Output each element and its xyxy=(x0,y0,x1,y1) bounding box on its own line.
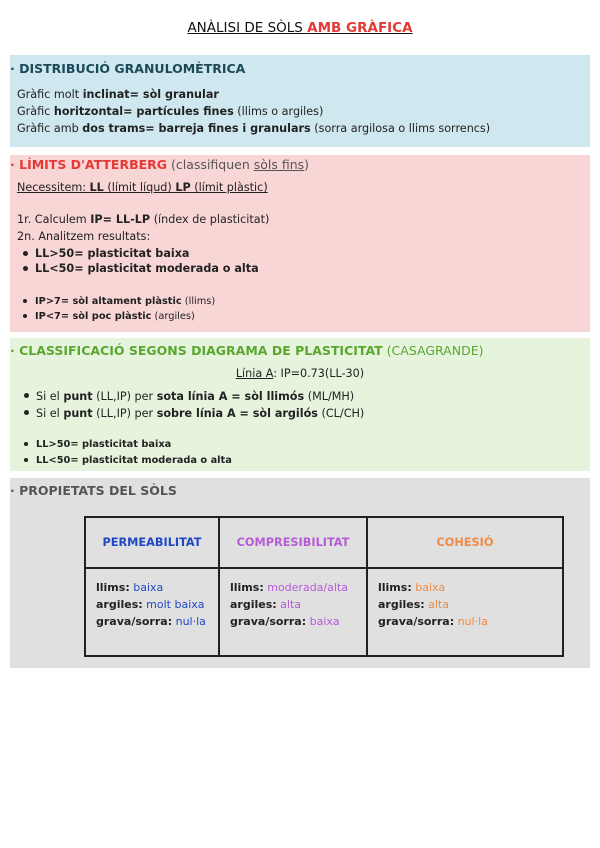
cell-permeabilitat: llims: baixa argiles: molt baixa grava/sorra: nul·la xyxy=(85,568,219,656)
granulometric-line-3: Gràfic amb dos trams= barreja fines i granulars (sorra argilosa o llims sorrencs) xyxy=(17,122,491,135)
casagrande-section xyxy=(10,338,590,471)
list-item: IP>7= sòl altament plàstic (llims) xyxy=(20,294,215,309)
casagrande-title: · CLASSIFICACIÓ SEGONS DIAGRAMA DE PLASTICITAT (CASAGRANDE) xyxy=(10,343,484,358)
header-cohesio: COHESIÓ xyxy=(367,517,563,568)
header-compresibilitat: COMPRESIBILITAT xyxy=(219,517,367,568)
list-item: IP<7= sòl poc plàstic (argiles) xyxy=(20,309,215,324)
list-item: LL<50= plasticitat moderada o alta xyxy=(21,453,232,469)
cell-compresibilitat: llims: moderada/alta argiles: alta grava/sorra: baixa xyxy=(219,568,367,656)
granulometric-section xyxy=(10,55,590,147)
casagrande-point-list xyxy=(21,388,364,422)
cell-cohesio: llims: baixa argiles: alta grava/sorra: nul·la xyxy=(367,568,563,656)
list-item: LL>50= plasticitat baixa xyxy=(21,437,232,453)
properties-title: · PROPIETATS DEL SÒLS xyxy=(10,483,177,498)
linia-a-equation: Línia A: IP=0.73(LL-30) xyxy=(235,367,365,380)
properties-table xyxy=(84,516,564,657)
atterberg-step-2: 2n. Analitzem resultats: xyxy=(17,230,151,243)
atterberg-need-line: Necessitem: LL (límit líqud) LP (límit plàstic) xyxy=(17,181,268,194)
table-header-row xyxy=(85,517,563,568)
table-row xyxy=(85,568,563,656)
atterberg-title: · LÍMITS D'ATTERBERG (classifiquen sòls fins) xyxy=(10,157,310,172)
page-title-accent: AMB GRÀFICA xyxy=(307,20,413,36)
properties-section xyxy=(10,478,590,668)
list-item: LL>50= plasticitat baixa xyxy=(20,246,259,261)
header-permeabilitat: PERMEABILITAT xyxy=(85,517,219,568)
atterberg-ll-list xyxy=(20,246,259,276)
granulometric-title: · DISTRIBUCIÓ GRANULOMÈTRICA xyxy=(10,61,246,76)
granulometric-line-2: Gràfic horitzontal= partícules fines (llims o argiles) xyxy=(17,105,324,118)
list-item: LL<50= plasticitat moderada o alta xyxy=(20,261,259,276)
atterberg-section xyxy=(10,155,590,332)
page-title-main: ANÀLISI DE SÒLS xyxy=(187,20,308,36)
granulometric-line-1: Gràfic molt inclinat= sòl granular xyxy=(17,88,219,101)
atterberg-step-1: 1r. Calculem IP= LL-LP (índex de plasticitat) xyxy=(17,213,270,226)
list-item: Si el punt (LL,IP) per sota línia A = sòl llimós (ML/MH) xyxy=(21,388,364,405)
list-item: Si el punt (LL,IP) per sobre línia A = sòl argilós (CL/CH) xyxy=(21,405,364,422)
casagrande-ll-list xyxy=(21,437,232,469)
atterberg-ip-list xyxy=(20,294,215,324)
page-title xyxy=(0,20,600,36)
